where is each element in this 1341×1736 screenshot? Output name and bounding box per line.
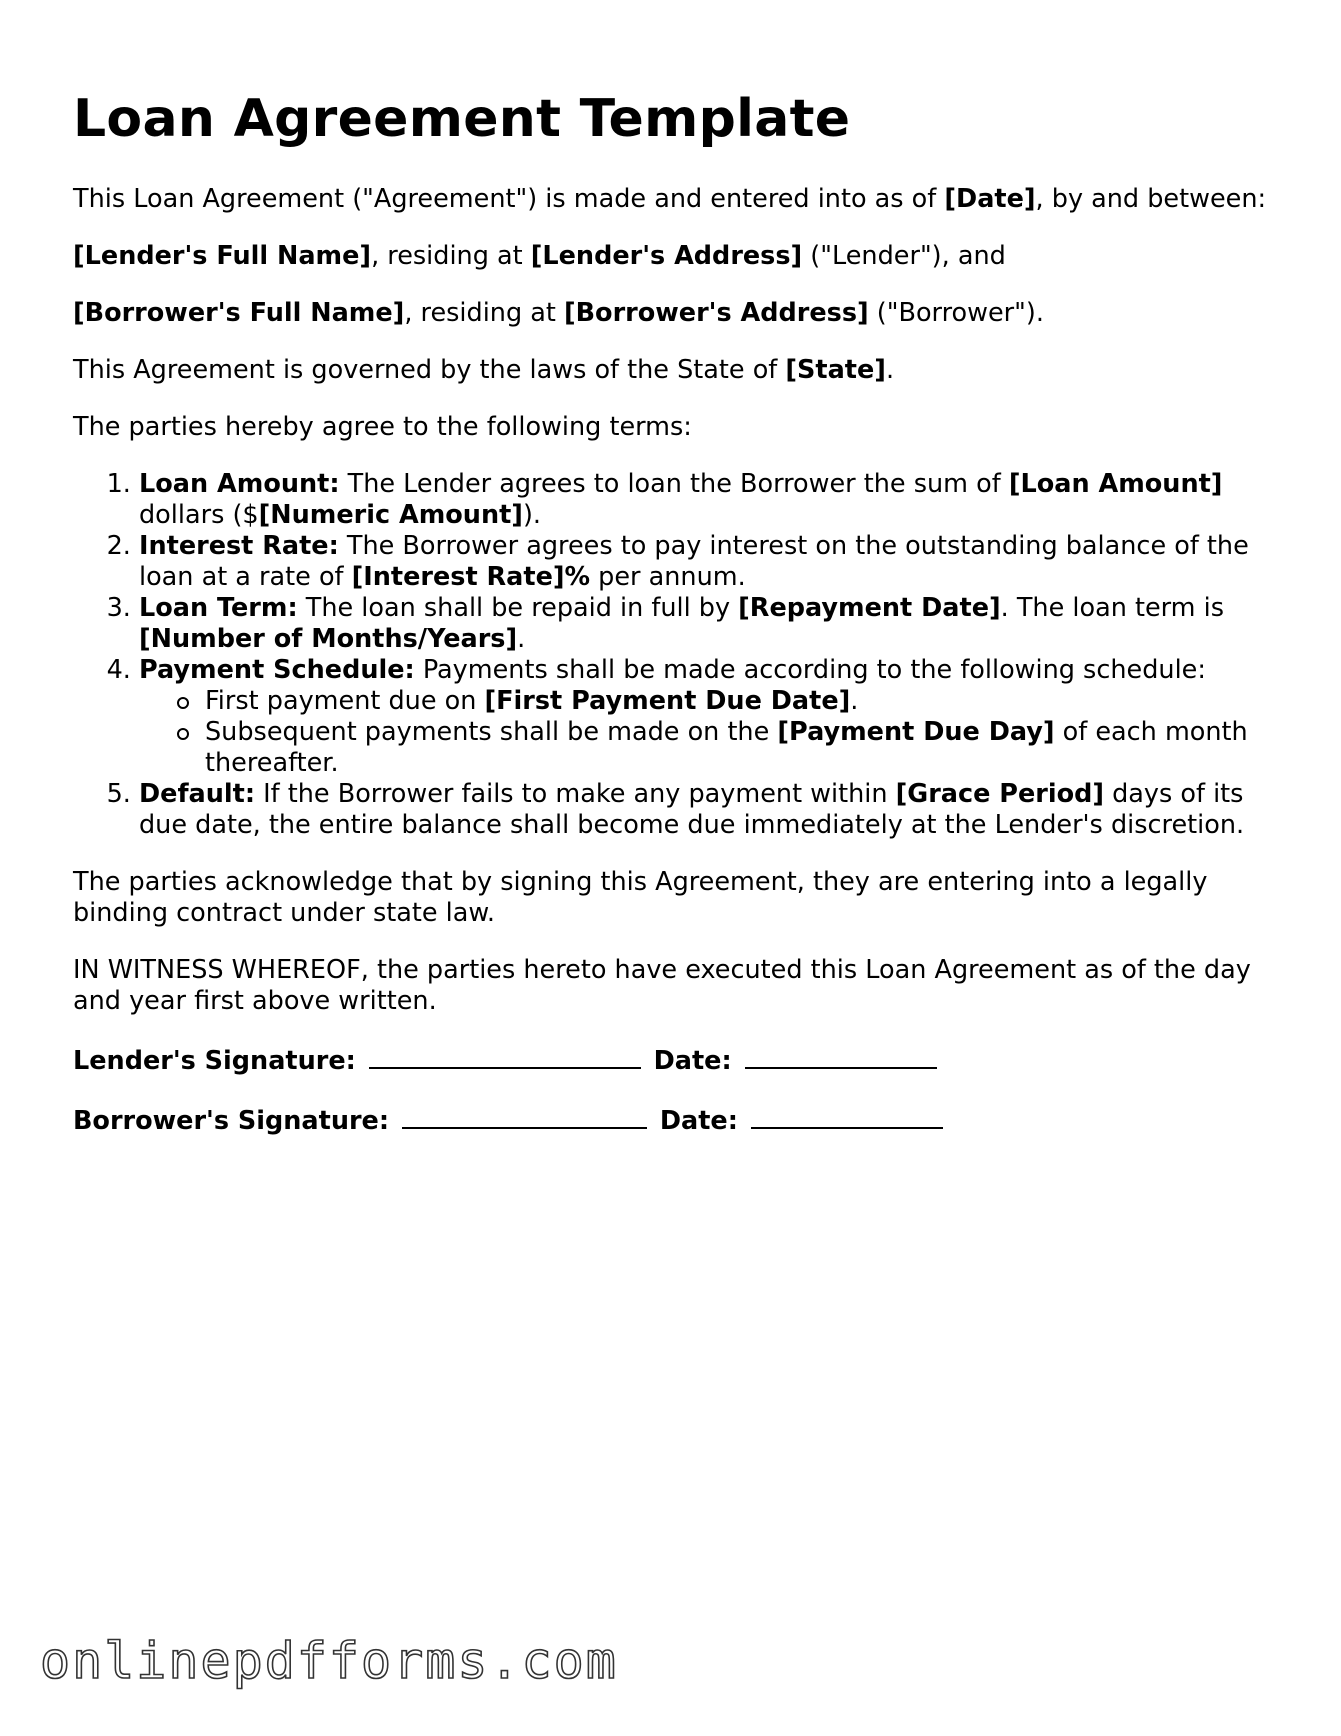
intro-paragraph [73,184,1273,215]
lender-name-placeholder: [Lender's Full Name] [73,241,372,272]
term-loan-term [139,593,1273,655]
term-loan-amount [139,469,1273,531]
governing-end: . [885,355,895,386]
lender-signature-row [73,1043,1273,1077]
sublist-item-first-payment [205,686,1273,717]
witness-paragraph: IN WITNESS WHEREOF, the parties hereto have executed this Loan Agreement as of the day and year first above written. [73,955,1251,1017]
borrower-signature-label: Borrower's Signature: [73,1106,390,1137]
acknowledge-paragraph: The parties acknowledge that by signing this Agreement, they are entering into a legally binding contract under state law. [73,867,1208,929]
payment-schedule-sublist [139,686,1273,779]
term-text: of each month thereafter. [205,717,1248,779]
state-placeholder: [State] [785,355,886,386]
lender-suffix-text: ("Lender"), and [802,241,1006,272]
lender-address-placeholder: [Lender's Address] [530,241,803,272]
numeric-amount-placeholder: [Numeric Amount] [258,500,523,531]
borrower-residing-text: , residing at [404,298,564,329]
borrower-signature-line[interactable] [402,1103,647,1129]
first-payment-date-placeholder: [First Payment Due Date] [484,686,851,717]
term-payment-schedule [139,655,1273,779]
term-text: Subsequent payments shall be made on the [205,717,778,748]
term-label: Loan Term: [139,593,298,624]
intro-text: This Loan Agreement ("Agreement") is made and entered into as of [73,184,945,215]
loan-amount-placeholder: [Loan Amount] [1008,469,1223,500]
lender-residing-text: , residing at [371,241,531,272]
borrower-address-placeholder: [Borrower's Address] [563,298,869,329]
term-text: days of its due date, the entire balance shall become due immediately at the Lender's discretion. [139,779,1245,841]
borrower-name-placeholder: [Borrower's Full Name] [73,298,405,329]
lender-date-label: Date: [653,1046,732,1077]
term-text: If the Borrower fails to make any payment within [255,779,896,810]
document-title: Loan Agreement Template [73,89,851,149]
term-text: per annum. [590,562,746,593]
payment-due-day-placeholder: [Payment Due Day] [777,717,1055,748]
term-text: The Borrower agrees to pay interest on the outstanding balance of the loan at a rate of [139,531,1249,593]
borrower-paragraph [73,298,1273,329]
borrower-suffix-text: ("Borrower"). [868,298,1044,329]
term-label: Interest Rate: [139,531,339,562]
term-interest-rate [139,531,1273,593]
lender-signature-line[interactable] [369,1043,641,1069]
grace-period-placeholder: [Grace Period] [895,779,1105,810]
governing-law-paragraph [73,355,1273,386]
repayment-date-placeholder: [Repayment Date] [738,593,1001,624]
term-text: Payments shall be made according to the following schedule: [414,655,1206,686]
term-text: The loan shall be repaid in full by [297,593,739,624]
term-text: dollars ($ [139,500,259,531]
terms-list [73,469,1273,841]
term-text: . The loan term is [1000,593,1225,624]
term-label: Loan Amount: [139,469,340,500]
borrower-date-line[interactable] [751,1103,943,1129]
term-default [139,779,1273,841]
term-text: First payment due on [205,686,485,717]
borrower-signature-row [73,1103,1273,1137]
sublist-item-subsequent-payments [205,717,1273,779]
watermark-logo: onlinepdfforms.com [40,1632,618,1690]
date-placeholder: [Date] [944,184,1036,215]
term-text: ). [522,500,542,531]
interest-rate-placeholder: [Interest Rate]% [351,562,591,593]
term-text: . [850,686,859,717]
governing-text: This Agreement is governed by the laws of the State of [73,355,786,386]
lender-date-line[interactable] [745,1043,937,1069]
terms-intro: The parties hereby agree to the following terms: [73,412,692,443]
document-page [73,88,1273,1163]
duration-placeholder: [Number of Months/Years] [139,624,518,655]
lender-signature-label: Lender's Signature: [73,1046,356,1077]
term-label: Default: [139,779,256,810]
intro-text-end: , by and between: [1035,184,1267,215]
term-text: The Lender agrees to loan the Borrower the sum of [339,469,1009,500]
term-text: . [517,624,526,655]
lender-paragraph [73,241,1273,272]
borrower-date-label: Date: [659,1106,738,1137]
term-label: Payment Schedule: [139,655,415,686]
